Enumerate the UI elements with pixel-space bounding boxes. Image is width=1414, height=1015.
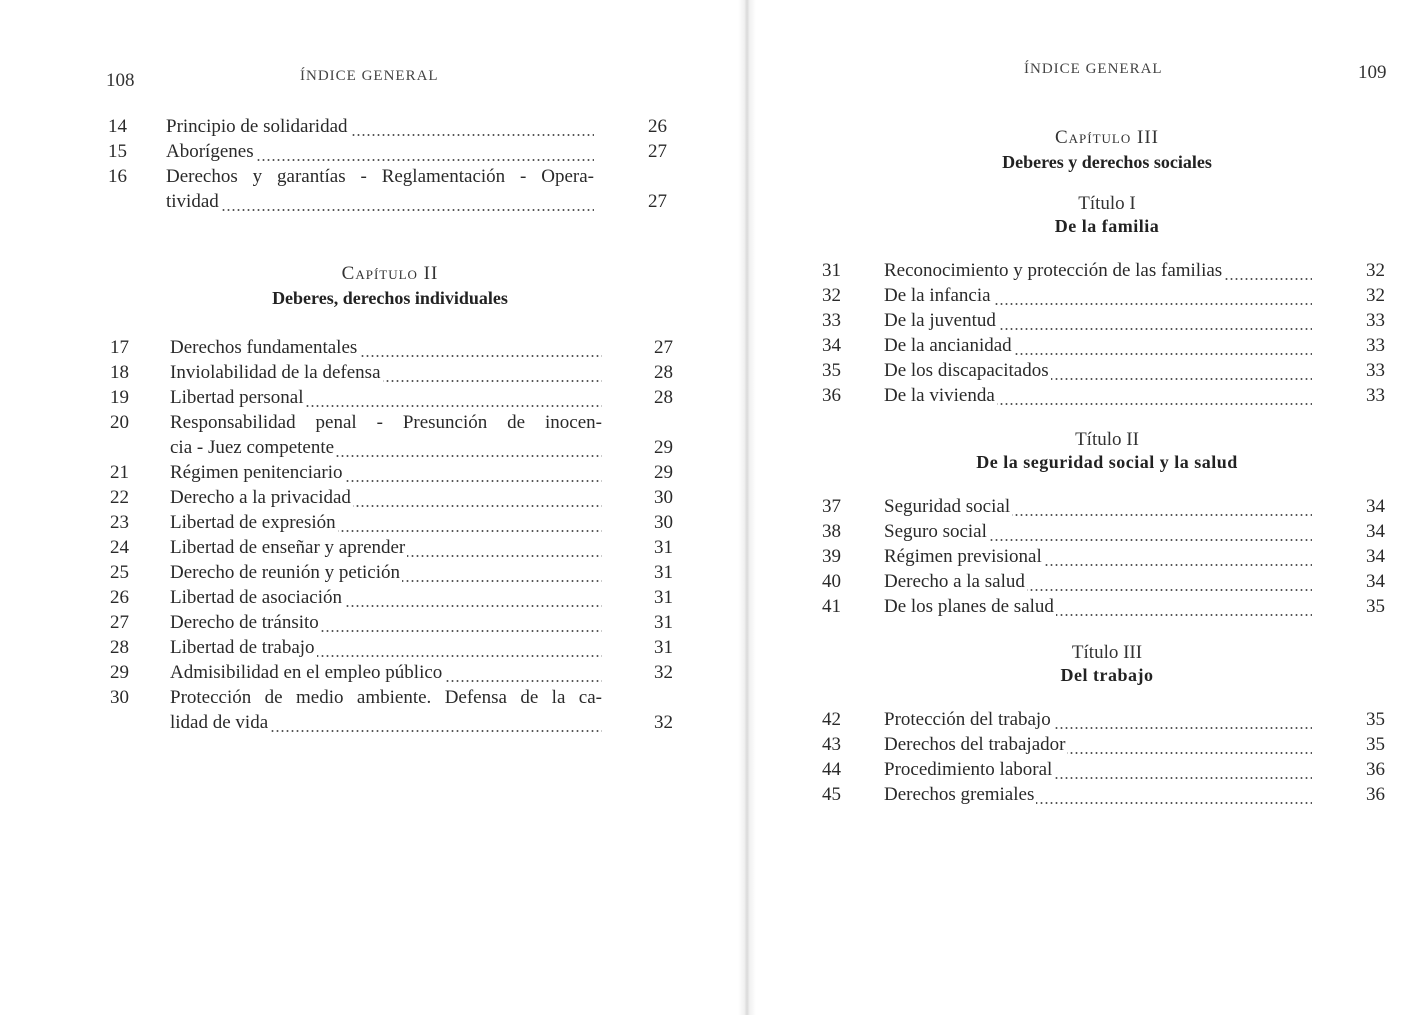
- entry-title: Derechos y garantías - Reglamentación - Opera-: [166, 166, 594, 187]
- entry-page: 35: [1366, 734, 1385, 755]
- entry-page: 29: [654, 437, 673, 458]
- index-entry: [110, 535, 710, 560]
- entry-page: 31: [654, 537, 673, 558]
- index-entry: [110, 460, 710, 485]
- entry-number: 24: [110, 537, 129, 558]
- entry-title: Inviolabilidad de la defensa: [170, 362, 381, 383]
- entry-title-continued: lidad de vida: [170, 712, 269, 733]
- entry-number: 36: [822, 385, 841, 406]
- entry-page: 35: [1366, 709, 1385, 730]
- index-entry: [110, 660, 710, 685]
- index-entry: [110, 560, 710, 585]
- entry-title: Libertad de asociación: [170, 587, 342, 608]
- entry-number: 35: [822, 360, 841, 381]
- entry-title: Procedimiento laboral: [884, 759, 1053, 780]
- entry-title: Protección del trabajo: [884, 709, 1051, 730]
- entry-page: 31: [654, 637, 673, 658]
- titulo-kicker: Título III: [1071, 642, 1143, 663]
- entry-title: Derechos del trabajador: [884, 734, 1066, 755]
- entry-number: 16: [108, 166, 127, 187]
- entry-number: 29: [110, 662, 129, 683]
- entry-number: 23: [110, 512, 129, 533]
- right-page-number: 109: [1358, 62, 1387, 83]
- entry-number: 27: [110, 612, 129, 633]
- index-entry: [822, 594, 1402, 619]
- chapter-heading: Deberes, derechos individuales: [272, 288, 508, 308]
- entry-page: 33: [1366, 310, 1385, 331]
- entry-page: 35: [1366, 596, 1385, 617]
- entry-title: Libertad de expresión: [170, 512, 336, 533]
- entry-number: 17: [110, 337, 129, 358]
- entry-title-continued: cia - Juez competente: [170, 437, 335, 458]
- entry-number: 22: [110, 487, 129, 508]
- entry-title: Seguro social: [884, 521, 987, 542]
- entry-page: 34: [1366, 521, 1385, 542]
- index-entry: [822, 757, 1402, 782]
- entry-page: 30: [654, 487, 673, 508]
- titulo-header: [912, 428, 1302, 474]
- entry-page: 28: [654, 362, 673, 383]
- index-entry: [822, 782, 1402, 807]
- entry-title: Libertad personal: [170, 387, 304, 408]
- entry-number: 15: [108, 141, 127, 162]
- index-entry: [822, 519, 1402, 544]
- entry-title: Responsabilidad penal - Presunción de inocen-: [170, 412, 602, 433]
- entry-page: 26: [648, 116, 667, 137]
- entry-page: 27: [648, 141, 667, 162]
- entry-page: 30: [654, 512, 673, 533]
- chapter-kicker: Capítulo III: [1054, 127, 1159, 148]
- titulo-header: [912, 641, 1302, 687]
- entry-title: De los planes de salud: [884, 596, 1054, 617]
- index-entry: [110, 635, 710, 660]
- entry-number: 20: [110, 412, 129, 433]
- entry-number: 21: [110, 462, 129, 483]
- entry-number: 31: [822, 260, 841, 281]
- entry-number: 30: [110, 687, 129, 708]
- entry-title: De la infancia: [884, 285, 991, 306]
- entry-number: 37: [822, 496, 841, 517]
- index-entry: [110, 585, 710, 610]
- entry-page: 34: [1366, 496, 1385, 517]
- entry-number: 26: [110, 587, 129, 608]
- entry-page: 31: [654, 612, 673, 633]
- right-running-head: ÍNDICE GENERAL: [1024, 61, 1163, 77]
- index-entry: [110, 685, 710, 735]
- entry-title: Reconocimiento y protección de las familias: [884, 260, 1223, 281]
- entry-page: 31: [654, 587, 673, 608]
- entry-page: 27: [648, 191, 667, 212]
- entry-title: Libertad de enseñar y aprender: [170, 537, 406, 558]
- entry-page: 31: [654, 562, 673, 583]
- entry-title: Protección de medio ambiente. Defensa de la ca-: [170, 687, 602, 708]
- entry-number: 28: [110, 637, 129, 658]
- titulo-kicker: Título I: [1078, 193, 1136, 214]
- titulo-heading: De la seguridad social y la salud: [976, 452, 1238, 472]
- right-page: [752, 0, 1414, 1015]
- entry-page: 32: [1366, 260, 1385, 281]
- titulo-heading: De la familia: [1054, 216, 1160, 236]
- index-entry: [822, 258, 1402, 283]
- entry-number: 25: [110, 562, 129, 583]
- entry-number: 44: [822, 759, 841, 780]
- titulo-heading: Del trabajo: [1060, 665, 1154, 685]
- entry-title: Libertad de trabajo: [170, 637, 315, 658]
- entry-title: Principio de solidaridad: [166, 116, 348, 137]
- index-entry: [822, 308, 1402, 333]
- index-entry: [108, 114, 708, 139]
- left-page-number: 108: [106, 70, 135, 91]
- left-running-head: ÍNDICE GENERAL: [300, 68, 439, 84]
- index-entry: [822, 732, 1402, 757]
- index-entry: [110, 485, 710, 510]
- chapter-ii-header: [200, 262, 580, 310]
- entry-page: 33: [1366, 360, 1385, 381]
- entry-number: 19: [110, 387, 129, 408]
- entry-page: 32: [1366, 285, 1385, 306]
- entry-title: Régimen penitenciario: [170, 462, 343, 483]
- entry-title: De los discapacitados: [884, 360, 1049, 381]
- index-entry: [110, 335, 710, 360]
- entry-number: 39: [822, 546, 841, 567]
- entry-title: Aborígenes: [166, 141, 254, 162]
- index-entry: [110, 510, 710, 535]
- index-entry: [110, 610, 710, 635]
- entry-title: De la vivienda: [884, 385, 995, 406]
- index-entry: [108, 164, 708, 214]
- entry-title: Derechos gremiales: [884, 784, 1035, 805]
- index-entry: [822, 707, 1402, 732]
- entry-title: Derecho de tránsito: [170, 612, 319, 633]
- entry-page: 33: [1366, 335, 1385, 356]
- entry-page: 28: [654, 387, 673, 408]
- index-entry: [822, 494, 1402, 519]
- entry-number: 42: [822, 709, 841, 730]
- entry-number: 45: [822, 784, 841, 805]
- chapter-iii-header: [912, 126, 1302, 174]
- entry-title: Derecho de reunión y petición: [170, 562, 401, 583]
- entry-number: 32: [822, 285, 841, 306]
- entry-page: 27: [654, 337, 673, 358]
- chapter-kicker: Capítulo II: [341, 263, 439, 284]
- entry-title: Régimen previsional: [884, 546, 1042, 567]
- entry-title: Seguridad social: [884, 496, 1011, 517]
- entry-title: Derechos fundamentales: [170, 337, 358, 358]
- entry-page: 34: [1366, 571, 1385, 592]
- entry-number: 38: [822, 521, 841, 542]
- chapter-heading: Deberes y derechos sociales: [1002, 152, 1212, 172]
- index-entry: [110, 385, 710, 410]
- entry-number: 43: [822, 734, 841, 755]
- index-entry: [108, 139, 708, 164]
- index-entry: [110, 360, 710, 385]
- index-entry: [822, 333, 1402, 358]
- entry-number: 18: [110, 362, 129, 383]
- entry-title: Admisibilidad en el empleo público: [170, 662, 443, 683]
- entry-number: 40: [822, 571, 841, 592]
- index-entry: [110, 410, 710, 460]
- entry-title-continued: tividad: [166, 191, 219, 212]
- titulo-kicker: Título II: [1075, 429, 1139, 450]
- entry-page: 32: [654, 712, 673, 733]
- index-entry: [822, 569, 1402, 594]
- entry-number: 41: [822, 596, 841, 617]
- entry-number: 14: [108, 116, 127, 137]
- index-entry: [822, 358, 1402, 383]
- entry-title: De la ancianidad: [884, 335, 1012, 356]
- entry-title: De la juventud: [884, 310, 996, 331]
- titulo-header: [912, 192, 1302, 238]
- entry-number: 34: [822, 335, 841, 356]
- entry-number: 33: [822, 310, 841, 331]
- entry-page: 32: [654, 662, 673, 683]
- entry-page: 33: [1366, 385, 1385, 406]
- entry-title: Derecho a la salud: [884, 571, 1025, 592]
- entry-page: 36: [1366, 784, 1385, 805]
- entry-page: 29: [654, 462, 673, 483]
- entry-page: 36: [1366, 759, 1385, 780]
- index-entry: [822, 544, 1402, 569]
- index-entry: [822, 383, 1402, 408]
- index-entry: [822, 283, 1402, 308]
- entry-page: 34: [1366, 546, 1385, 567]
- entry-title: Derecho a la privacidad: [170, 487, 351, 508]
